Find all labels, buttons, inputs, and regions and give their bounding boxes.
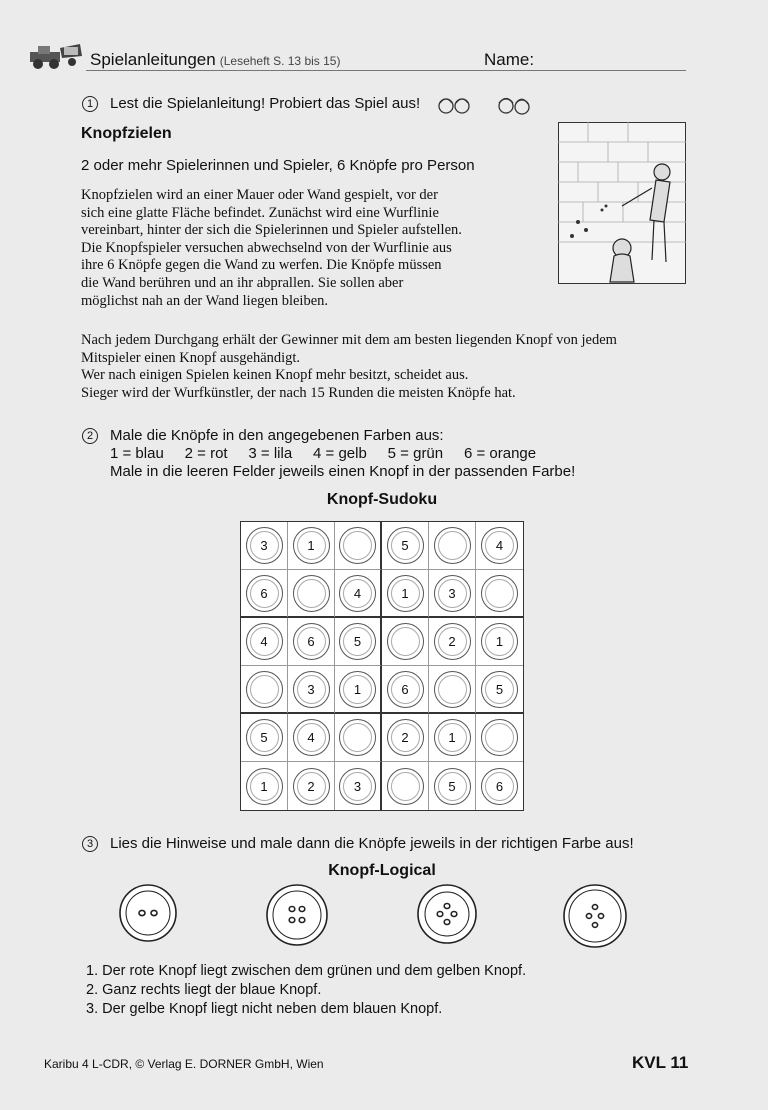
sudoku-button[interactable] <box>246 768 283 805</box>
sudoku-button[interactable] <box>339 527 376 564</box>
sudoku-number: 4 <box>353 585 362 601</box>
sudoku-button[interactable] <box>387 671 424 708</box>
para1-line: Die Knopfspieler versuchen abwechselnd von der Wurflinie aus <box>81 239 452 256</box>
sudoku-button[interactable] <box>293 575 330 612</box>
sudoku-cell[interactable] <box>335 522 382 570</box>
sudoku-cell[interactable] <box>429 522 476 570</box>
sudoku-cell[interactable] <box>335 762 382 810</box>
sudoku-button[interactable] <box>339 623 376 660</box>
sudoku-cell[interactable] <box>288 618 335 666</box>
title-text: Spielanleitungen <box>90 50 216 69</box>
sudoku-number: 5 <box>401 538 409 553</box>
sudoku-cell[interactable] <box>288 522 335 570</box>
task3-instruction: Lies die Hinweise und male dann die Knöpfe jeweils in der richtigen Farbe aus! <box>110 835 634 852</box>
sudoku-number: 5 <box>448 778 456 794</box>
sudoku-button[interactable] <box>434 527 471 564</box>
task1-instruction: Lest die Spielanleitung! Probiert das Spiel aus! <box>110 95 421 112</box>
logical-title: Knopf-Logical <box>328 862 436 879</box>
sudoku-cell[interactable] <box>241 570 288 618</box>
sudoku-cell[interactable] <box>382 522 429 570</box>
sudoku-grid <box>240 521 524 811</box>
task2-instruction: Male die Knöpfe in den angegebenen Farben aus: <box>110 427 444 444</box>
sudoku-cell[interactable] <box>429 762 476 810</box>
sudoku-cell[interactable] <box>429 618 476 666</box>
task2-number: 2 <box>82 428 98 444</box>
tractor-icon <box>28 42 84 70</box>
sudoku-button[interactable] <box>434 671 471 708</box>
sudoku-button[interactable] <box>246 719 283 756</box>
task2-instruction-2: Male in die leeren Felder jeweils einen Knopf in der passenden Farbe! <box>110 463 576 480</box>
sudoku-cell[interactable] <box>476 762 523 810</box>
subtitle-text: (Leseheft S. 13 bis 15) <box>219 54 341 68</box>
children-faces-icon <box>436 94 540 118</box>
sudoku-button[interactable] <box>293 719 330 756</box>
sudoku-button[interactable] <box>481 719 518 756</box>
sudoku-cell[interactable] <box>335 666 382 714</box>
sudoku-number: 1 <box>307 538 315 553</box>
sudoku-button[interactable] <box>246 623 283 660</box>
sudoku-number: 1 <box>448 730 456 745</box>
task3-number: 3 <box>82 836 98 852</box>
sudoku-number: 1 <box>495 634 504 649</box>
sudoku-cell[interactable] <box>288 666 335 714</box>
sudoku-button[interactable] <box>387 768 424 805</box>
rule-item: 3. Der gelbe Knopf liegt nicht neben dem blauen Knopf. <box>86 1001 443 1017</box>
sudoku-cell[interactable] <box>241 762 288 810</box>
task1-players: 2 oder mehr Spielerinnen und Spieler, 6 Knöpfe pro Person <box>81 157 475 174</box>
footer-code: KVL 11 <box>632 1053 689 1072</box>
sudoku-number: 5 <box>260 730 268 745</box>
para1-line: möglichst nah an der Wand liegen bleiben. <box>81 292 329 309</box>
name-label: Name: <box>484 50 535 69</box>
sudoku-cell[interactable] <box>476 522 523 570</box>
sudoku-cell[interactable] <box>382 714 429 762</box>
sudoku-button[interactable] <box>246 527 283 564</box>
sudoku-button[interactable] <box>387 623 424 660</box>
button-3[interactable] <box>416 883 478 945</box>
sudoku-number: 3 <box>307 681 315 697</box>
footer-copyright: Karibu 4 L-CDR, © Verlag E. DORNER GmbH, Wien <box>44 1057 324 1071</box>
para2-line: Nach jedem Durchgang erhält der Gewinner mit dem am besten liegenden Knopf von jedem <box>81 332 617 348</box>
sudoku-cell[interactable] <box>476 666 523 714</box>
sudoku-number: 4 <box>495 538 504 553</box>
sudoku-button[interactable] <box>481 575 518 612</box>
rules-list <box>86 962 526 1019</box>
sudoku-button[interactable] <box>339 719 376 756</box>
sudoku-cell[interactable] <box>241 714 288 762</box>
sudoku-number: 6 <box>260 585 268 601</box>
sudoku-button[interactable] <box>481 768 518 805</box>
sudoku-button[interactable] <box>481 671 518 708</box>
sudoku-button[interactable] <box>481 527 518 564</box>
sudoku-button[interactable] <box>434 575 471 612</box>
children-throwing-buttons-illustration <box>558 122 686 284</box>
sudoku-button[interactable] <box>434 768 471 805</box>
sudoku-number: 5 <box>495 681 504 697</box>
sudoku-cell[interactable] <box>476 618 523 666</box>
sudoku-button[interactable] <box>434 719 471 756</box>
sudoku-button[interactable] <box>434 623 471 660</box>
para1-line: vereinbart, hinter der sich die Spielerinnen und Spieler aufstellen. <box>81 222 462 239</box>
sudoku-number: 3 <box>260 538 268 553</box>
sudoku-number: 2 <box>448 634 456 649</box>
sudoku-button[interactable] <box>339 671 376 708</box>
sudoku-cell[interactable] <box>241 618 288 666</box>
sudoku-number: 6 <box>307 634 315 649</box>
task1-heading: Knopfzielen <box>81 125 172 142</box>
task1-number: 1 <box>82 96 98 112</box>
sudoku-button[interactable] <box>293 623 330 660</box>
para1-line: Knopfzielen wird an einer Mauer oder Wand gespielt, vor der <box>81 187 438 203</box>
task1-paragraph-2 <box>81 332 701 402</box>
button-4[interactable] <box>562 883 628 949</box>
sudoku-number: 1 <box>260 778 268 794</box>
para2-line: Mitspieler einen Knopf ausgehändigt. <box>81 349 301 366</box>
sudoku-button[interactable] <box>246 671 283 708</box>
para1-line: die Wand berühren und an ihr abprallen. Sie sollen aber <box>81 274 404 291</box>
sudoku-number: 2 <box>307 778 315 794</box>
para1-line: ihre 6 Knöpfe gegen die Wand zu werfen. Die Knöpfe müssen <box>81 257 442 274</box>
sudoku-button[interactable] <box>481 623 518 660</box>
sudoku-button[interactable] <box>293 671 330 708</box>
sudoku-cell[interactable] <box>288 762 335 810</box>
sudoku-button[interactable] <box>387 527 424 564</box>
sudoku-title: Knopf-Sudoku <box>326 491 438 508</box>
sudoku-cell[interactable] <box>382 666 429 714</box>
sudoku-cell[interactable] <box>241 666 288 714</box>
sudoku-number: 4 <box>307 730 315 745</box>
sudoku-button[interactable] <box>246 575 283 612</box>
button-2[interactable] <box>265 883 329 947</box>
sudoku-number: 2 <box>401 730 409 745</box>
sudoku-cell[interactable] <box>429 570 476 618</box>
sudoku-cell[interactable] <box>335 714 382 762</box>
sudoku-number: 3 <box>353 778 362 794</box>
sudoku-cell[interactable] <box>382 618 429 666</box>
sudoku-number: 1 <box>353 681 362 697</box>
sudoku-cell[interactable] <box>382 762 429 810</box>
sudoku-cell[interactable] <box>288 570 335 618</box>
sudoku-cell[interactable] <box>429 666 476 714</box>
color-legend: 1 = blau 2 = rot 3 = lila 4 = gelb 5 = grün 6 = orange <box>110 445 537 462</box>
sudoku-number: 3 <box>448 585 456 601</box>
sudoku-button[interactable] <box>387 719 424 756</box>
header-divider <box>86 70 686 71</box>
sudoku-cell[interactable] <box>476 570 523 618</box>
button-1[interactable] <box>118 883 178 943</box>
sudoku-cell[interactable] <box>241 522 288 570</box>
para2-line: Wer nach einigen Spielen keinen Knopf mehr besitzt, scheidet aus. <box>81 367 469 384</box>
page-title <box>90 50 340 70</box>
rule-item: 2. Ganz rechts liegt der blaue Knopf. <box>86 982 322 998</box>
sudoku-number: 5 <box>353 634 362 649</box>
para2-line: Sieger wird der Wurfkünstler, der nach 15 Runden die meisten Knöpfe hat. <box>81 384 516 401</box>
sudoku-button[interactable] <box>387 575 424 612</box>
task1-paragraph-1 <box>81 187 541 310</box>
sudoku-number: 1 <box>401 585 409 601</box>
sudoku-cell[interactable] <box>335 570 382 618</box>
sudoku-button[interactable] <box>339 575 376 612</box>
sudoku-button[interactable] <box>293 527 330 564</box>
sudoku-cell[interactable] <box>476 714 523 762</box>
sudoku-button[interactable] <box>293 768 330 805</box>
sudoku-number: 6 <box>495 778 504 794</box>
sudoku-cell[interactable] <box>288 714 335 762</box>
para1-line: sich eine glatte Fläche befindet. Zunächst wird eine Wurflinie <box>81 204 439 221</box>
sudoku-number: 6 <box>401 681 409 697</box>
sudoku-button[interactable] <box>339 768 376 805</box>
rule-item: 1. Der rote Knopf liegt zwischen dem grünen und dem gelben Knopf. <box>86 963 527 979</box>
sudoku-number: 4 <box>260 634 268 649</box>
sudoku-cell[interactable] <box>382 570 429 618</box>
sudoku-cell[interactable] <box>335 618 382 666</box>
sudoku-cell[interactable] <box>429 714 476 762</box>
